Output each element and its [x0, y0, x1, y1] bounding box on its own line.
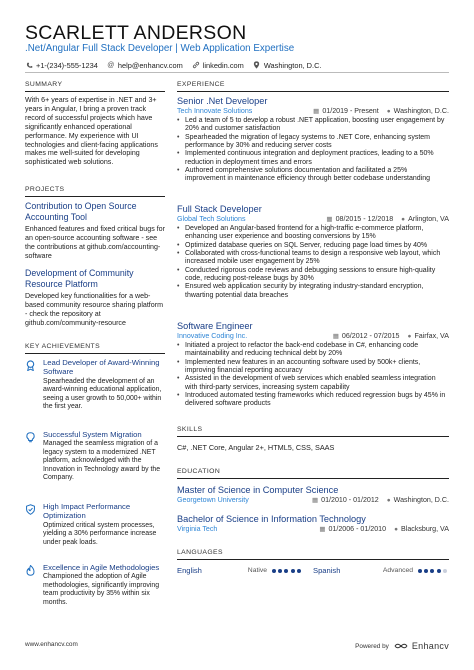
achievement-title: High Impact Performance Optimization [43, 502, 131, 521]
achievement-title: Excellence in Agile Methodologies [43, 563, 160, 572]
education-location: Blacksburg, VA [401, 525, 449, 533]
phone-text: +1-(234)-555-1234 [36, 60, 98, 70]
rating-dot [291, 569, 295, 573]
job-bullet: • Implemented new features in an accounting software used by 500k+ clients, improving financial reporting accuracy [177, 359, 449, 376]
language-rating [418, 569, 449, 573]
language-item [313, 566, 449, 575]
achievement-text: Managed the seamless migration of a legacy system to a modernized .NET platform, acknowledged with the Innovation in Technology award by the Company. [43, 440, 161, 482]
projects-rule [25, 196, 165, 197]
job-bullet: • Introduced automated testing frameworks which reduced regression bugs by 45% in delivered software products [177, 392, 449, 409]
achievement-item [25, 502, 165, 547]
candidate-headline: .Net/Angular Full Stack Developer | Web Application Expertise [25, 43, 295, 54]
job-dates: 06/2012 - 07/2015 [341, 332, 400, 340]
shield-icon [25, 502, 43, 547]
rating-dot [424, 569, 428, 573]
achievements-heading: KEY ACHIEVEMENTS [25, 343, 101, 350]
job-bullet: • Developed an Angular-based frontend for a high-traffic e-commerce platform, enhancing user experience and boosting conversions by 15% [177, 225, 449, 242]
achievements-rule [25, 353, 165, 354]
job-bullet: • Conducted rigorous code reviews and debugging sessions to ensure high-quality code, reducing post-release bugs by 30% [177, 267, 449, 284]
footer-brand: Enhancv [411, 641, 449, 651]
summary-text: With 6+ years of expertise in .NET and 3+ years in Angular, I bring a proven track record of successful projects which have significantly enhanced operational performance. My experience with UI technologies and client-facing applications makes me well-suited for developing sophisticated web solutions. [25, 96, 158, 167]
school-name: Virginia Tech [177, 525, 218, 533]
achievement-item [25, 358, 165, 411]
project-item [25, 201, 165, 261]
location-pin-icon: ● [407, 333, 412, 340]
job-title: Full Stack Developer [177, 204, 262, 214]
achievement-title: Lead Developer of Award-Winning Software [43, 358, 160, 377]
project-text: Developed key functionalities for a web-based community resource sharing platform - check the repository at github.com/community-resource [25, 292, 163, 327]
enhancv-logo-icon [394, 642, 408, 650]
languages-rule [177, 559, 449, 560]
calendar-icon: ▦ [319, 526, 326, 533]
language-rating [272, 569, 303, 573]
job-title: Software Engineer [177, 321, 253, 331]
location-pin-icon [253, 61, 261, 69]
job-dates: 08/2015 - 12/2018 [335, 215, 394, 223]
location-pin-icon: ● [394, 526, 399, 533]
job-bullet: • Authored comprehensive solutions documentation and facilitated a 25% improvement in maintenance efficiency through better codebase understanding [177, 167, 449, 184]
language-item [177, 566, 313, 575]
education-dates: 01/2010 - 01/2012 [321, 496, 379, 504]
calendar-icon: ▦ [332, 333, 339, 340]
education-location: Washington, D.C. [393, 496, 449, 504]
experience-heading: EXPERIENCE [177, 81, 225, 88]
job-bullets [177, 225, 449, 300]
degree-title: Bachelor of Science in Information Technology [177, 514, 366, 524]
flame-icon [25, 563, 43, 607]
job-bullet: • Optimized database queries on SQL Server, reducing page load times by 40% [177, 242, 449, 250]
skills-list: C#, .NET Core, Angular 2+, HTML5, CSS, SAAS [177, 443, 335, 452]
language-name: Spanish [313, 566, 341, 575]
summary-heading: SUMMARY [25, 81, 63, 88]
job-location: Arlington, VA [408, 215, 449, 223]
at-icon: @ [107, 61, 115, 69]
job-entry [177, 204, 449, 300]
job-entry [177, 321, 449, 409]
rating-dot [284, 569, 288, 573]
footer [25, 641, 449, 651]
phone-icon [25, 61, 33, 69]
education-heading: EDUCATION [177, 468, 221, 475]
language-name: English [177, 566, 202, 575]
lightbulb-icon [25, 430, 43, 482]
skills-rule [177, 436, 449, 437]
languages-row [177, 566, 449, 575]
linkedin-text: linkedin.com [202, 60, 244, 70]
job-bullet: • Initiated a project to refactor the back-end codebase in C#, enhancing code maintainability and reducing technical debt by 20% [177, 342, 449, 359]
company-name: Tech Innovate Solutions [177, 107, 253, 115]
contact-location [253, 61, 322, 70]
badge-icon [25, 358, 43, 411]
job-bullet: • Spearheaded the migration of legacy systems to .NET Core, enhancing system performance by 30% and reducing server costs [177, 134, 449, 151]
project-item [25, 268, 165, 328]
education-entry [177, 514, 449, 534]
company-name: Global Tech Solutions [177, 215, 246, 223]
achievement-item [25, 430, 165, 482]
summary-rule [25, 91, 165, 92]
language-level: Native [247, 567, 268, 574]
job-entry [177, 96, 449, 184]
link-icon [192, 61, 200, 69]
project-title: Development of Community Resource Platform [25, 268, 134, 289]
location-pin-icon: ● [386, 497, 391, 504]
company-name: Innovative Coding Inc. [177, 332, 248, 340]
language-level: Advanced [382, 567, 414, 574]
job-title: Senior .Net Developer [177, 96, 268, 106]
achievement-text: Optimized critical system processes, yielding a 30% performance increase under peak loads. [43, 521, 157, 546]
rating-dot [443, 569, 447, 573]
skills-heading: SKILLS [177, 426, 203, 433]
languages-heading: LANGUAGES [177, 549, 223, 556]
candidate-name: SCARLETT ANDERSON [25, 22, 247, 44]
education-rule [177, 478, 449, 479]
achievement-text: Spearheaded the development of an award-winning educational application, seeing a user growth to 50,000+ within the first year. [43, 377, 162, 411]
job-bullet: • Led a team of 5 to develop a robust .NET application, boosting user engagement by 20% and customer satisfaction [177, 117, 449, 134]
job-dates: 01/2019 - Present [322, 107, 379, 115]
school-name: Georgetown University [177, 496, 249, 504]
rating-dot [418, 569, 422, 573]
rating-dot [430, 569, 434, 573]
job-location: Fairfax, VA [414, 332, 449, 340]
location-text: Washington, D.C. [263, 60, 322, 70]
job-location: Washington, D.C. [393, 107, 449, 115]
rating-dot [272, 569, 276, 573]
degree-title: Master of Science in Computer Science [177, 485, 339, 495]
education-dates: 01/2006 - 01/2010 [328, 525, 387, 533]
rating-dot [297, 569, 301, 573]
calendar-icon: ▦ [311, 497, 319, 504]
achievement-text: Championed the adoption of Agile methodologies, significantly improving team productivity by 35% within six months. [43, 573, 160, 606]
job-bullet: • Implemented continuous integration and deployment practices, leading to a 50% reduction in deployment times and errors [177, 150, 449, 167]
project-title: Contribution to Open Source Accounting Tool [25, 201, 137, 222]
contact-email[interactable] [107, 61, 183, 70]
rating-dot [437, 569, 441, 573]
job-bullets [177, 117, 449, 184]
project-text: Enhanced features and fixed critical bugs for an open-source accounting software - see the contributions at github.com/accounting-software [25, 225, 165, 260]
projects-heading: PROJECTS [25, 186, 65, 193]
experience-rule [177, 91, 449, 92]
education-entry [177, 485, 449, 505]
contact-phone[interactable] [25, 61, 98, 70]
job-bullet: • Collaborated with cross-functional teams to design a responsive web layout, which increased mobile user engagement by 25% [177, 250, 449, 267]
contact-bar [25, 59, 330, 71]
location-pin-icon: ● [386, 108, 391, 115]
job-bullets [177, 342, 449, 409]
location-pin-icon: ● [401, 216, 406, 223]
calendar-icon: ▦ [326, 216, 333, 223]
footer-site[interactable]: www.enhancv.com [25, 641, 78, 648]
header-divider [25, 72, 449, 73]
job-bullet: • Assisted in the development of web services which enabled seamless integration with third-party services, increasing system capability [177, 375, 449, 392]
footer-powered: Powered by [355, 642, 389, 650]
email-text: help@enhancv.com [117, 60, 183, 70]
rating-dot [278, 569, 282, 573]
calendar-icon: ▦ [313, 108, 320, 115]
achievement-title: Successful System Migration [43, 430, 142, 439]
contact-linkedin[interactable] [192, 61, 244, 70]
job-bullet: • Ensured web application security by integrating industry-standard encryption, thwarting potential data breaches [177, 283, 449, 300]
achievement-item [25, 563, 165, 607]
